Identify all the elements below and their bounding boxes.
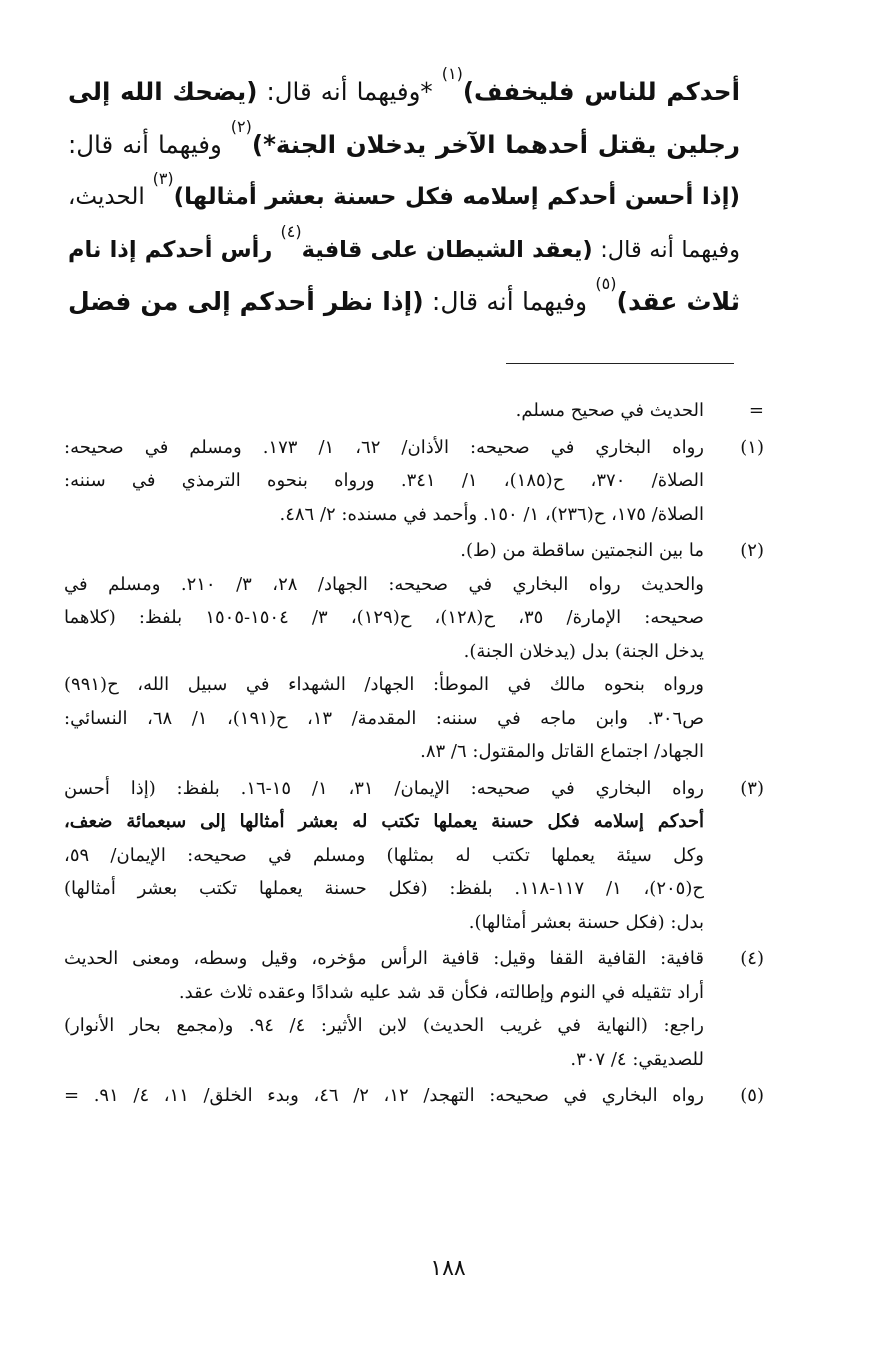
footnote-ref: (٤) (280, 221, 302, 241)
footnote-ref: (٢) (230, 116, 252, 136)
main-line-3 (68, 171, 740, 224)
text-span: ثلاث عقد) (616, 287, 740, 316)
footnote-line: ح(٢٠٥)، ١/ ١١٧-١١٨. بلفظ: (فكل حسنة يعملها تكتب بعشر أمثالها) (64, 878, 704, 899)
footnote-number: (٥) (740, 1085, 764, 1106)
page-number: ١٨٨ (430, 1256, 466, 1281)
footnote-line: رواه البخاري في صحيحه: الأذان/ ٦٢، ١/ ١٧٣. ومسلم في صحيحه: (64, 436, 704, 458)
text-span: *وفيهما أنه قال: (257, 77, 442, 106)
text-span: وفيهما أنه قال: (423, 287, 596, 316)
footnotes (64, 394, 764, 1116)
footnote-3 (64, 772, 764, 940)
footnote-line: ورواه بنحوه مالك في الموطأ: الجهاد/ الشهداء في سبيل الله، ح(٩٩١) (64, 674, 704, 695)
text-span: رأس أحدكم إذا نام (68, 236, 281, 263)
text-span: (إذا نظر أحدكم إلى من فضل (68, 287, 424, 316)
footnote-line: راجع: (النهاية في غريب الحديث) لابن الأثير: ٤/ ٩٤. و(مجمع بحار الأنوار) (64, 1015, 704, 1036)
main-line-1 (68, 66, 740, 119)
footnote-number: (٣) (740, 777, 764, 799)
main-line-5 (68, 276, 740, 329)
text-span: (إذا أحسن أحدكم إسلامه فكل حسنة بعشر أمثالها) (173, 184, 740, 210)
footnote-continuation (64, 394, 764, 428)
main-line-2 (68, 116, 741, 172)
main-line-4 (68, 221, 741, 277)
footnote-number: (٢) (740, 540, 764, 561)
footnote-1 (64, 431, 764, 532)
footnote-number: (١) (740, 436, 764, 458)
text-span: الحديث، (68, 184, 153, 210)
footnote-line: قافية: القافية القفا وقيل: قافية الرأس مؤخره، وقيل وسطه، ومعنى الحديث (64, 948, 704, 969)
footnote-line: والحديث رواه البخاري في صحيحه: الجهاد/ ٢٨، ٣/ ٢١٠. ومسلم في (64, 573, 705, 595)
footnote-line: الصلاة/ ١٧٥، ح(٢٣٦)، ١/ ١٥٠. وأحمد في مسنده: ٢/ ٤٨٦. (279, 503, 704, 525)
text-span: وفيهما أنه قال: (68, 129, 231, 159)
footnote-line: للصديقي: ٤/ ٣٠٧. (570, 1048, 704, 1070)
main-text (68, 66, 740, 329)
footnote-divider (506, 363, 734, 364)
footnote-line: أحدكم إسلامه فكل حسنة يعملها تكتب له بعشر أمثالها إلى سبعمائة ضعف، (64, 811, 704, 832)
text-span: أحدكم للناس فليخفف) (462, 77, 740, 106)
text-span: رجلين يقتل أحدهما الآخر يدخلان الجنة*) (251, 129, 741, 159)
footnote-line: رواه البخاري في صحيحه: الإيمان/ ٣١، ١/ ١٥-١٦. بلفظ: (إذا أحسن (64, 777, 704, 799)
footnote-2 (64, 534, 764, 769)
footnote-line: رواه البخاري في صحيحه: التهجد/ ١٢، ٢/ ٤٦، وبدء الخلق/ ١١، ٤/ ٩١. = (64, 1085, 704, 1106)
text-span: وفيهما أنه قال: (592, 236, 741, 263)
footnote-line: الحديث في صحيح مسلم. (515, 400, 704, 421)
footnote-5 (64, 1079, 764, 1113)
footnote-ref: (٣) (152, 169, 174, 188)
text-span: (يضحك الله إلى (68, 77, 258, 106)
footnote-line: الجهاد/ اجتماع القاتل والمقتول: ٦/ ٨٣. (420, 741, 704, 762)
footnote-ref: (٥) (595, 274, 617, 293)
footnote-line: وكل سيئة يعملها تكتب له بمثلها) ومسلم في صحيحه: الإيمان/ ٥٩، (64, 844, 704, 866)
footnote-line: الصلاة/ ٣٧٠، ح(١٨٥)، ١/ ٣٤١. ورواه بنحوه الترمذي في سننه: (64, 470, 704, 491)
footnote-line: صحيحه: الإمارة/ ٣٥، ح(١٢٨)، ح(١٢٩)، ٣/ ١٥٠٤-١٥٠٥ بلفظ: (كلاهما (64, 607, 704, 628)
footnote-number: (٤) (740, 948, 764, 969)
footnote-line: ما بين النجمتين ساقطة من (ط). (460, 540, 704, 561)
text-span: (يعقد الشيطان على قافية (301, 236, 593, 263)
footnote-line: أراد تثقيله في النوم وإطالته، فكأن قد شد عليه شدادًا وعقده ثلاث عقد. (178, 981, 704, 1003)
footnote-4 (64, 942, 764, 1076)
footnote-line: يدخل الجنة) بدل (يدخلان الجنة). (463, 640, 704, 662)
footnote-ref: (١) (441, 64, 463, 83)
footnote-line: ص٣٠٦. وابن ماجه في سننه: المقدمة/ ١٣، ح(١٩١)، ١/ ٦٨، النسائي: (64, 707, 704, 729)
footnote-line: بدل: (فكل حسنة بعشر أمثالها). (468, 911, 704, 933)
continuation-mark: = (748, 400, 764, 421)
